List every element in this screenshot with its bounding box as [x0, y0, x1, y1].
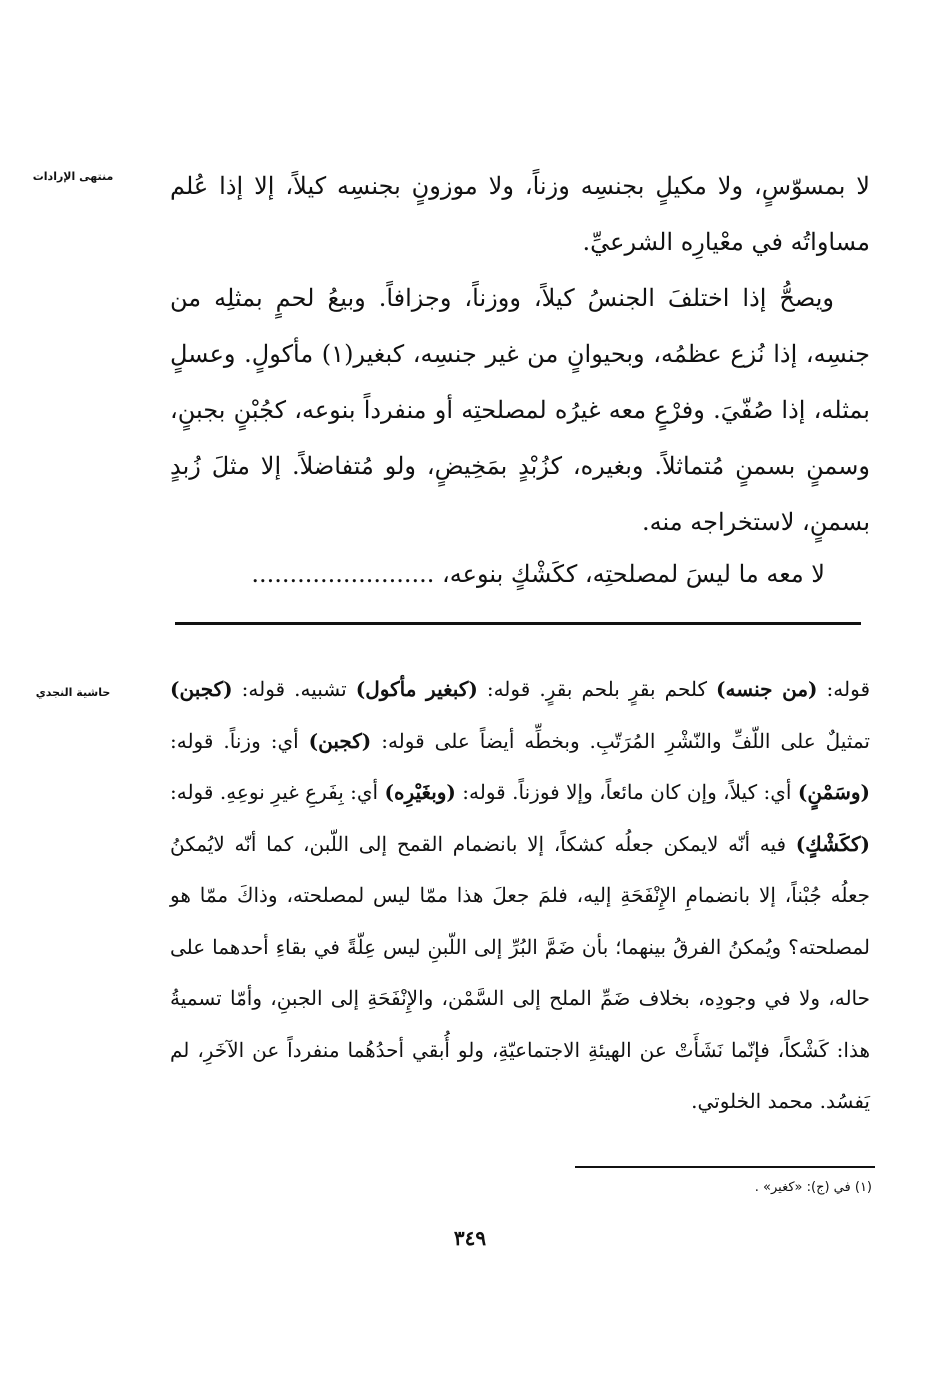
footnote: (١) في (ج): «كغير» . — [754, 1180, 872, 1195]
main-paragraph-2: ويصحُّ إذا اختلفَ الجنسُ كيلاً، ووزناً، وجزافاً. وبيعُ لحمٍ بمثلِه من جنسِه، إذا نُزع عظمُه، وبحيوانٍ من غير جنسِه، كبغير(١) مأكولٍ. وعسلٍ بمثله، إذا صُفّيَ. وفرْعٍ معه غيرُه لمصلحتِه أو منفرداً بنوعه، كجُبْنٍ بجبنٍ، وسمنٍ بسمنٍ مُتماثلاً. وبغيره، كزُبْدٍ بمَخِيضٍ، ولو مُتفاضلاً. إلا مثلَ زُبدٍ بسمنٍ، لاستخراجه منه. — [170, 284, 870, 536]
commentary-lemma: (وسَمْنٍ) — [797, 780, 870, 804]
main-last-line-dots: ........................ — [251, 560, 435, 588]
commentary-lemma: (كجبن) — [308, 728, 372, 753]
main-paragraph-1: لا بمسوّسٍ، ولا مكيلٍ بجنسِه وزناً، ولا موزونٍ بجنسِه كيلاً، إلا إذا عُلم مساواتُه في معْيارِه الشرعيِّ. — [170, 172, 870, 256]
commentary-lemma: (كبغير مأكول) — [355, 677, 478, 701]
commentary-lemma: (ككَشْكٍ) — [795, 831, 870, 856]
commentary-segment: كلحم بقرٍ بلحم بقرٍ. قوله: — [477, 677, 717, 701]
commentary-segment: أي: وزناً. قوله: — [170, 728, 309, 753]
commentary-segment: أي: كيلاً، وإن كان مائعاً، وإلا فوزناً. قوله: — [455, 780, 798, 804]
commentary-segment: قوله: — [232, 677, 295, 701]
commentary-segment: تمثيلٌ على اللّفِّ والنّشْرِ المُرَتّبِ. وبخطِّه أيضاً على قوله: — [371, 728, 870, 753]
commentary-lemma: (كجبن) — [170, 677, 233, 701]
commentary-segment: فيه أنّه لايمكن جعلُه كشكاً، إلا بانضمام القمح إلى اللّبن، كما أنّه لايُمكنُ جعلُه جُبْناً، إلا بانضمامِ الإِنْفَحَةِ إليه، فلمَ جعلَ هذا ممّا ليس لمصلحته، وذاكَ ممّا هو لمصلحته؟ ويُمكنُ الفرقُ بينهما؛ بأن ضَمَّ البُرِّ إلى اللّبنِ ليس عِلّةً في بقاءِ أحدهما على حاله، ولا في وجودِه، بخلاف ضَمِّ الملح إلى السَّمْن، والإِنْفَحَةِ إلى الجبنِ، وأمّا تسميةُ هذا: كَشْكاً، فإنّما نَشَأَتْ عن الهيئةِ الاجتماعيّةِ، ولو أُبقي أحدُهُما منفرداً عن الآخَرِ، لم يَفسُد. محمد الخلوتي. — [170, 831, 870, 1113]
footnote-divider — [575, 1166, 875, 1168]
commentary-lemma: (وبغَيْرِه) — [384, 780, 456, 804]
page-number: ٣٤٩ — [453, 1226, 487, 1250]
commentary-text — [170, 664, 870, 1128]
commentary-block — [170, 664, 870, 1128]
main-last-line — [185, 560, 825, 588]
commentary-lemma: (من جنسه) — [716, 677, 818, 701]
main-last-line-text: لا معه ما ليسَ لمصلحتِه، ككَشْكٍ بنوعه، — [442, 560, 825, 588]
section-divider — [175, 622, 861, 625]
main-text-block — [170, 158, 870, 550]
commentary-segment: تشبيه. — [294, 677, 356, 701]
commentary-segment: قوله: — [817, 677, 870, 701]
margin-label-bottom: حاشية النجدي — [35, 686, 111, 699]
margin-label-top: منتهى الإرادات — [32, 170, 114, 183]
commentary-segment: أي: بِفَرعِ غيرِ نوعِهِ. قوله: — [170, 780, 385, 804]
